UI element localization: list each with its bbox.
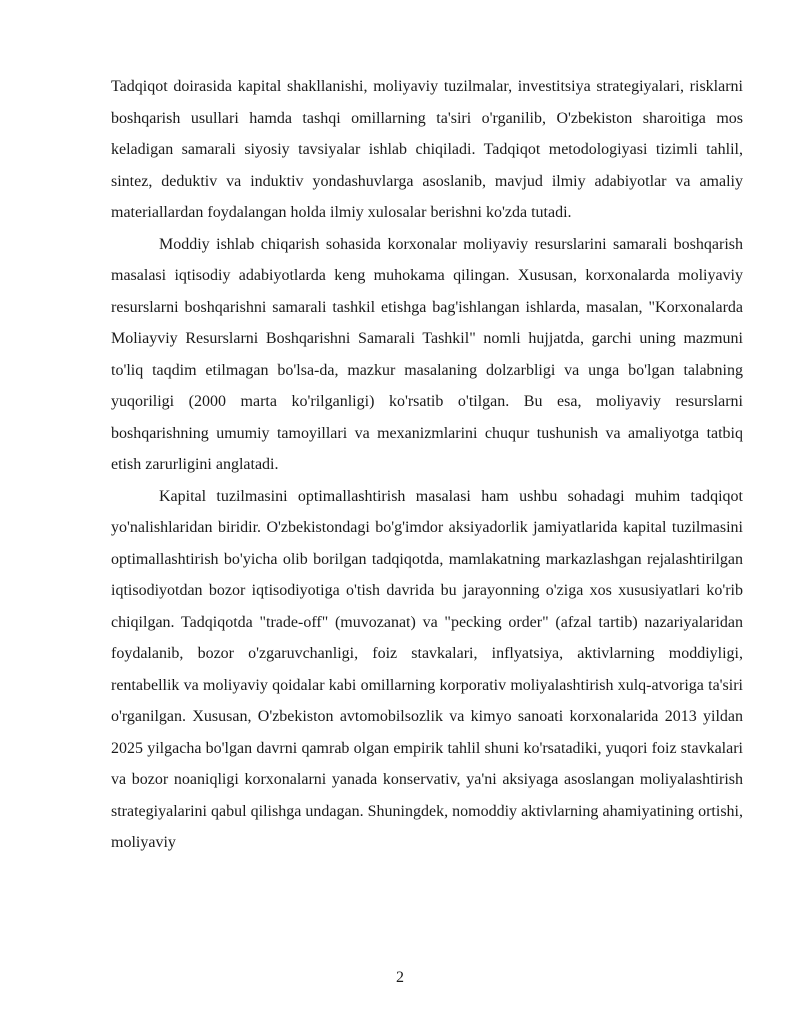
- paragraph-1: Tadqiqot doirasida kapital shakllanishi, moliyaviy tuzilmalar, investitsiya strategiyalari, risklarni boshqarish usullari hamda tashqi omillarning ta'siri o'rganilib, O'zbekiston sharoitiga mos keladigan samarali siyosiy tavsiyalar ishlab chiqiladi. Tadqiqot metodologiyasi tizimli tahlil, sintez, deduktiv va induktiv yondashuvlarga asoslanib, mavjud ilmiy adabiyotlar va amaliy materiallardan foydalangan holda ilmiy xulosalar berishni ko'zda tutadi.: [111, 78, 743, 221]
- page-number: 2: [396, 969, 404, 986]
- paragraph-3: Kapital tuzilmasini optimallashtirish masalasi ham ushbu sohadagi muhim tadqiqot yo'nalishlaridan biridir. O'zbekistondagi bo'g'imdor aksiyadorlik jamiyatlarida kapital tuzilmasini optimallashtirish bo'yicha olib borilgan tadqiqotda, mamlakatning markazlashgan rejalashtirilgan iqtisodiyotdan bozor iqtisodiyotiga o'tish davrida bu jarayonning o'ziga xos xususiyatlari ko'rib chiqilgan. Tadqiqotda "trade-off" (muvozanat) va "pecking order" (afzal tartib) nazariyalaridan foydalanib, bozor o'zgaruvchanligi, foiz stavkalari, inflyatsiya, aktivlarning moddiyligi, rentabellik va moliyaviy qoidalar kabi omillarning korporativ moliyalashtirish xulq-atvoriga ta'siri o'rganilgan. Xususan, O'zbekiston avtomobilsozlik va kimyo sanoati korxonalarida 2013 yildan 2025 yilgacha bo'lgan davrni qamrab olgan empirik tahlil shuni ko'rsatadiki, yuqori foiz stavkalari va bozor noaniqligi korxonalarni yanada konservativ, ya'ni aksiyaga asoslangan moliyalashtirish strategiyalarini qabul qilishga undagan. Shuningdek, nomoddiy aktivlarning ahamiyatining ortishi, moliyaviy: [111, 487, 743, 851]
- body-text: [111, 71, 743, 859]
- paragraph-2: Moddiy ishlab chiqarish sohasida korxonalar moliyaviy resurslarini samarali boshqarish masalasi iqtisodiy adabiyotlarda keng muhokama qilingan. Xususan, korxonalarda moliyaviy resurslarni boshqarishni samarali tashkil etishga bag'ishlangan ishlarda, masalan, "Korxonalarda Moliayviy Resurslarni Boshqarishni Samarali Tashkil" nomli hujjatda, garchi uning mazmuni to'liq taqdim etilmagan bo'lsa-da, mazkur masalaning dolzarbligi va unga bo'lgan talabning yuqoriligi (2000 marta ko'rilganligi) ko'rsatib o'tilgan. Bu esa, moliyaviy resurslarni boshqarishning umumiy tamoyillari va mexanizmlarini chuqur tushunish va amaliyotga tatbiq etish zarurligini anglatadi.: [111, 235, 743, 473]
